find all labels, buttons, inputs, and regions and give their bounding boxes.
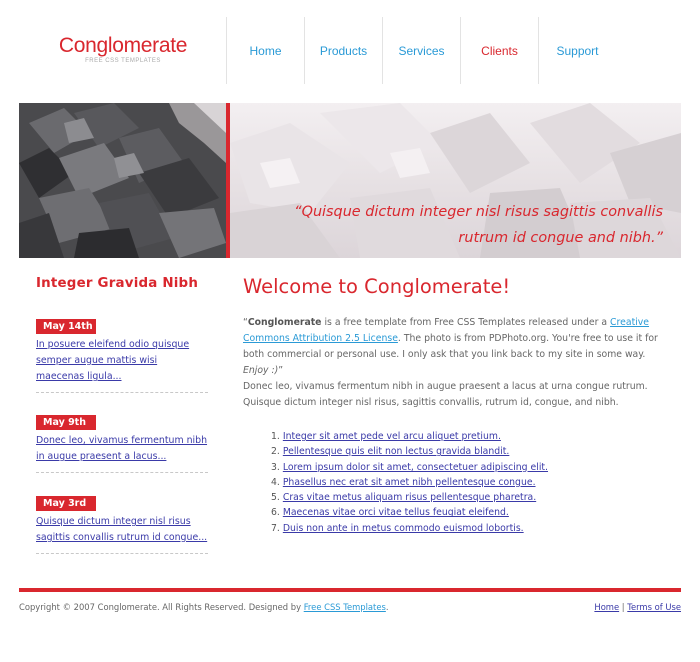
list-number: 4. [271, 476, 283, 488]
designer-link[interactable]: Free CSS Templates [303, 602, 386, 612]
link-list [271, 429, 548, 536]
list-link[interactable]: Duis non ante in metus commodo euismod lobortis. [282, 522, 524, 534]
footer-terms-link[interactable]: Terms of Use [627, 602, 681, 612]
license-link[interactable]: Creative Commons Attribution 2.5 License [243, 317, 650, 344]
intro-emphasis: Enjoy :) [243, 365, 279, 376]
list-item [271, 460, 548, 475]
list-item [271, 521, 548, 536]
intro-text: is a free template from Free CSS Templates released under a [321, 317, 611, 328]
list-link[interactable]: Phasellus nec erat sit amet nibh pellentesque congue. [282, 476, 536, 488]
news-item [36, 410, 208, 465]
nav-support[interactable]: Support [538, 17, 616, 84]
close-quote: ” [278, 365, 284, 376]
copyright-text: Copyright © 2007 Conglomerate. All Rights Reserved. Designed by [19, 602, 304, 612]
list-number: 6. [271, 507, 283, 519]
news-link[interactable]: Quisque dictum integer nisl risus sagittis convallis rutrum id congue... [36, 516, 208, 543]
list-item [271, 490, 548, 505]
intro-text: . The photo is from PDPhoto.org. You're free to use it for both commercial or personal use. I only ask that you link back to my site in some way. [243, 333, 658, 360]
list-link[interactable]: Integer sit amet pede vel arcu aliquet pretium. [282, 431, 501, 442]
copyright-period: . [385, 602, 389, 612]
intro-paragraph [243, 315, 663, 379]
news-item [36, 314, 208, 385]
site-logo[interactable] [58, 34, 188, 64]
main-navigation [226, 17, 616, 84]
sidebar [36, 276, 208, 543]
banner-rock-photo [19, 103, 226, 258]
banner-background-image [230, 103, 681, 258]
list-link[interactable]: Lorem ipsum dolor sit amet, consectetuer adipiscing elit. [282, 461, 549, 473]
sidebar-title: Integer Gravida Nibh [36, 276, 199, 291]
nav-services[interactable]: Services [382, 17, 460, 84]
footer-divider [19, 588, 681, 592]
logo-subtitle: FREE CSS TEMPLATES [85, 58, 161, 64]
page-title: Welcome to Conglomerate! [243, 275, 511, 298]
footer-links [594, 602, 681, 612]
brand-name: Conglomerate [247, 317, 322, 328]
body-paragraph: Donec leo, vivamus fermentum nibh in augue praesent a lacus at urna congue rutrum. Quisque dictum integer nisl risus, sagittis convallis, rutrum id, congue, and nibh. [243, 381, 648, 408]
news-date-badge: May 3rd [36, 496, 96, 511]
news-link[interactable]: In posuere eleifend odio quisque semper augue mattis wisi maecenas ligula... [36, 339, 190, 382]
list-number: 2. [271, 446, 283, 458]
list-item [271, 505, 548, 520]
news-item [36, 491, 208, 546]
list-number: 1. [271, 431, 283, 442]
nav-products[interactable]: Products [304, 17, 382, 84]
footer-copyright [19, 602, 389, 612]
list-number: 3. [271, 461, 283, 473]
list-link[interactable]: Maecenas vitae orci vitae tellus feugiat eleifend. [282, 507, 509, 519]
logo-title: Conglomerate [58, 34, 188, 57]
list-item [271, 475, 548, 490]
nav-clients[interactable]: Clients [460, 17, 538, 84]
nav-home[interactable]: Home [226, 17, 304, 84]
list-item [271, 429, 548, 444]
news-divider [36, 553, 208, 554]
news-divider [36, 472, 208, 473]
header-banner [19, 103, 681, 258]
news-divider [36, 392, 208, 393]
news-link[interactable]: Donec leo, vivamus fermentum nibh in augue praesent a lacus... [36, 435, 208, 462]
list-link[interactable]: Pellentesque quis elit non lectus gravida blandit. [282, 446, 510, 458]
list-number: 7. [271, 522, 283, 534]
banner-quote: “Quisque dictum integer nisl risus sagittis convallis rutrum id congue and nibh.” [294, 204, 663, 246]
news-date-badge: May 9th [36, 415, 96, 430]
main-content [243, 275, 663, 534]
footer-home-link[interactable]: Home [594, 602, 620, 612]
list-number: 5. [271, 492, 283, 504]
news-date-badge: May 14th [36, 319, 96, 334]
list-link[interactable]: Cras vitae metus aliquam risus pellentesque pharetra. [282, 492, 537, 504]
open-quote: “ [243, 317, 248, 328]
list-item [271, 444, 548, 459]
footer-separator: | [621, 602, 625, 612]
